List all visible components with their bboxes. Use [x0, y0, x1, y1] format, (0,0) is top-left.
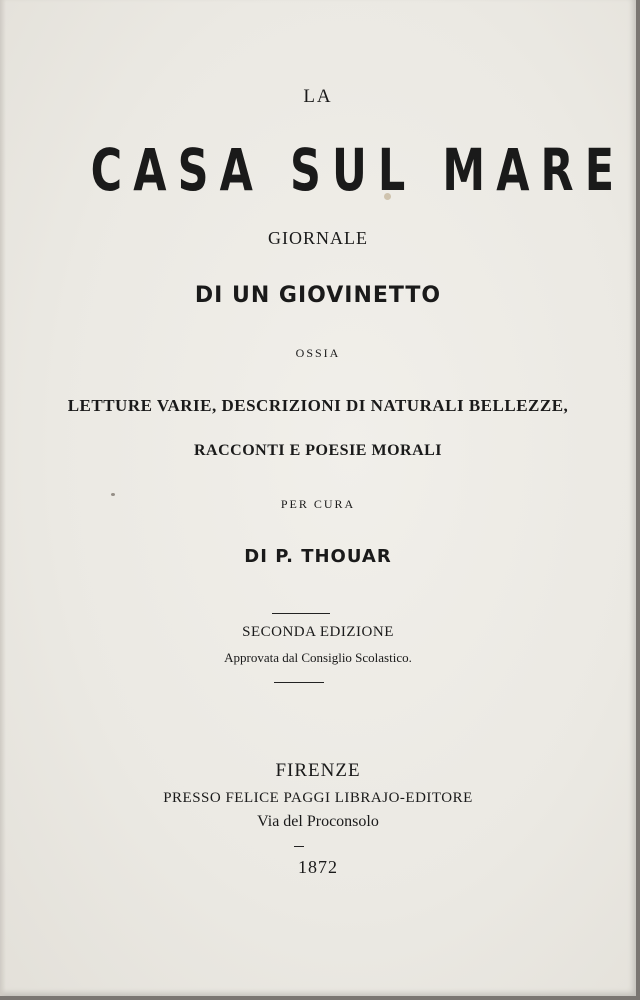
description-line-2: RACCONTI E POESIE MORALI [193, 442, 443, 459]
book-title: CASA SUL MARE [90, 136, 626, 204]
subtitle-giornale: GIORNALE [268, 228, 368, 248]
title-article: LA [303, 86, 333, 107]
subtitle-giovinetto: DI UN GIOVINETTO [194, 283, 442, 308]
imprint-year: 1872 [298, 857, 338, 877]
editor-name: DI P. THOUAR [244, 546, 392, 567]
foxing-spot [384, 193, 391, 200]
imprint-city: FIRENZE [275, 760, 361, 781]
imprint-address: Via del Proconsolo [257, 813, 379, 830]
imprint-publisher: PRESSO FELICE PAGGI LIBRAJO-EDITORE [163, 790, 473, 806]
editor-prefix: PER CURA [280, 497, 356, 511]
description-line-1: LETTURE VARIE, DESCRIZIONI DI NATURALI BELLEZZE, [67, 396, 569, 415]
divider-rule-bottom [274, 682, 324, 683]
divider-rule-top [272, 613, 330, 614]
subtitle-ossia: OSSIA [295, 346, 341, 360]
foxing-spot [111, 493, 115, 496]
approval-note: Approvata dal Consiglio Scolastico. [224, 650, 412, 665]
edition-label: SECONDA EDIZIONE [242, 624, 394, 640]
year-dash [294, 846, 304, 847]
